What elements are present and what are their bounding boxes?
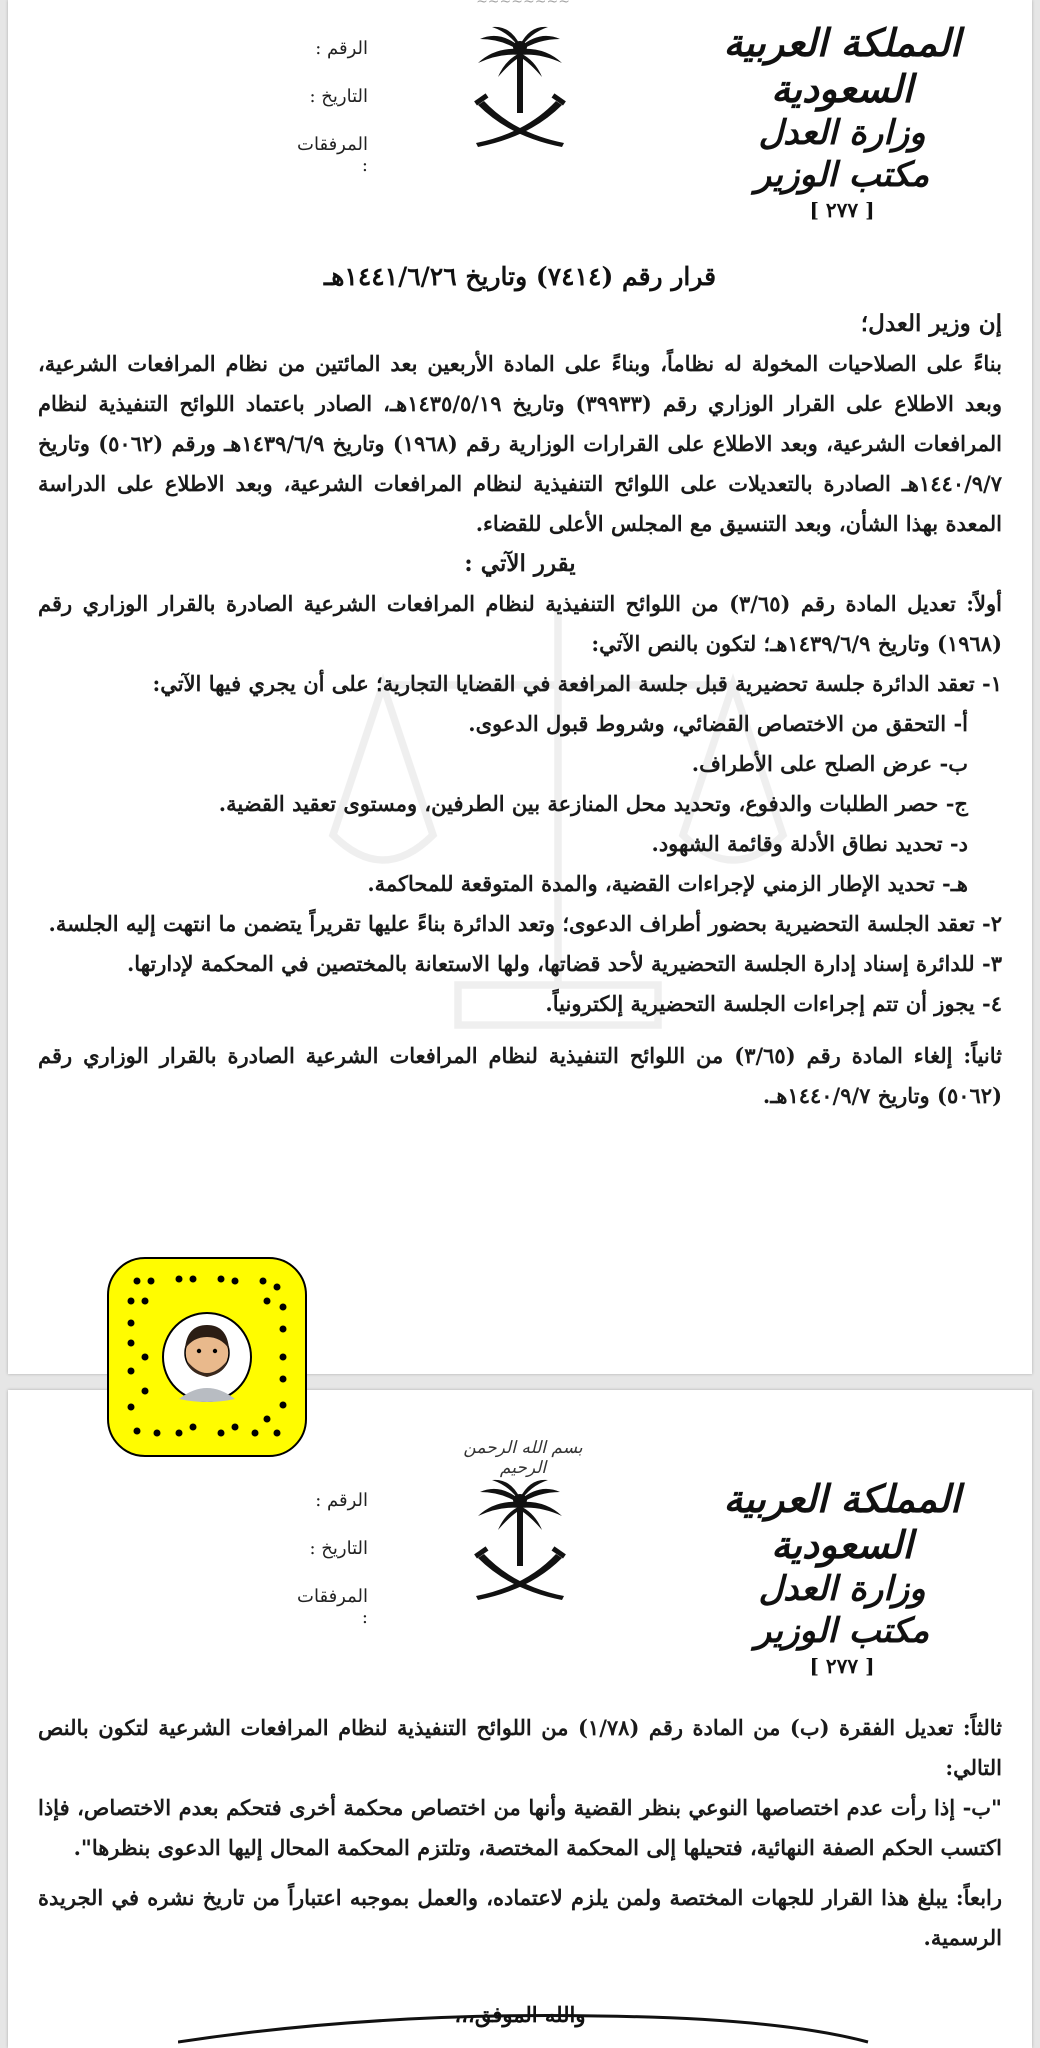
letterhead-organization-2: [682, 1476, 1002, 1680]
field-date-label: التاريخ :: [309, 1538, 368, 1559]
preamble-paragraph: بناءً على الصلاحيات المخولة له نظاماً، وبناءً على المادة الأربعين بعد المائتين من نظام المرافعات الشرعية، وبعد الاطلاع على القرار الوزاري رقم (٣٩٩٣٣) وتاريخ ١٤٣٥/٥/١٩هـ، الصادر باعتماد اللوائح التنفيذية لنظام المرافعات الشرعية، وبعد الاطلاع على القرارات الوزارية رقم (١٩٦٨) وتاريخ ١٤٣٩/٦/٩هـ ورقم (٥٠٦٢) وتاريخ ١٤٤٠/٩/٧هـ الصادرة بالتعديلات على اللوائح التنفيذية لنظام المرافعات الشرعية، وبعد الاطلاع على الدراسة المعدة بهذا الشأن، وبعد التنسيق مع المجلس الأعلى للقضاء.: [38, 351, 1002, 536]
sub-item-a: أ- التحقق من الاختصاص القضائي، وشروط قبول الدعوى.: [468, 711, 968, 736]
top-cropped-bismillah: ~~~~~~~~: [476, 0, 570, 10]
signature-stroke: [178, 2002, 878, 2048]
document-page-1: [8, 0, 1032, 1374]
article-first-text: تعديل المادة رقم (٣/٦٥) من اللوائح التنفيذية لنظام المرافعات الشرعية الصادرة بالقرار الوزاري رقم (١٩٦٨) وتاريخ ١٤٣٩/٦/٩هـ؛ لتكون بالنص الآتي:: [38, 591, 1002, 656]
field-date-label: التاريخ :: [309, 86, 368, 107]
office-name: مكتب الوزير: [754, 155, 930, 195]
decision-title: قرار رقم (٧٤١٤) وتاريخ ١٤٤١/٦/٢٦هـ: [323, 262, 717, 291]
field-number-label: الرقم :: [315, 1490, 368, 1511]
article-third-text: تعديل الفقرة (ب) من المادة رقم (١/٧٨) من اللوائح التنفيذية لنظام المرافعات الشرعية لتكون بالنص التالي:: [38, 1715, 1002, 1780]
office-name: مكتب الوزير: [754, 1611, 930, 1651]
palm-swords-emblem-icon: [470, 25, 570, 155]
article-fourth-text: يبلغ هذا القرار للجهات المختصة ولمن يلزم لاعتماده، والعمل بموجبه اعتباراً من تاريخ نشره في الجريدة الرسمية.: [38, 1885, 1002, 1950]
decides-heading: يقرر الآتي :: [464, 550, 576, 577]
snapcode-dots: [117, 1267, 297, 1447]
document-page-2: [8, 1390, 1032, 2048]
palm-swords-emblem-icon: [470, 1478, 570, 1608]
article-third-label: ثالثاً:: [962, 1715, 1003, 1740]
sub-item-d: د- تحديد نطاق الأدلة وقائمة الشهود.: [651, 831, 968, 856]
article-fourth: [38, 1878, 1002, 1958]
clause-4: ٤- يجوز أن تتم إجراءات الجلسة التحضيرية إلكترونياً.: [545, 991, 1002, 1016]
sub-item-e: هـ- تحديد الإطار الزمني لإجراءات القضية، والمدة المتوقعة للمحاكمة.: [367, 871, 968, 896]
letterhead-code: [ ٢٧٧ ]: [809, 1654, 875, 1678]
field-number-label: الرقم :: [315, 38, 368, 59]
closing-phrase: والله الموفق،،،: [454, 2002, 586, 2027]
article-first: [38, 584, 1002, 664]
clause-1: ١- تعقد الدائرة جلسة تحضيرية قبل جلسة المرافعة في القضايا التجارية؛ على أن يجري فيها الآتي:: [152, 671, 1002, 696]
kingdom-name: المملكة العربية السعودية: [723, 20, 961, 111]
field-attachments-label: المرفقات :: [297, 134, 368, 176]
bismillah: بسم الله الرحمن الرحيم: [463, 1438, 583, 1478]
letterhead-code: [ ٢٧٧ ]: [809, 198, 875, 222]
article-first-label: أولاً:: [966, 591, 1002, 616]
page1-body: [38, 304, 1002, 1116]
clause-3: ٣- للدائرة إسناد إدارة الجلسة التحضيرية لأحد قضاتها، ولها الاستعانة بالمختصين في المحكمة لإدارتها.: [127, 951, 1002, 976]
snapcode-icon[interactable]: [107, 1257, 307, 1457]
article-second-label: ثانياً:: [963, 1043, 1002, 1068]
letterhead-fields: [288, 38, 368, 182]
article-third-quote: "ب- إذا رأت عدم اختصاصها النوعي بنظر القضية وأنها من اختصاص محكمة أخرى فتحكم بعدم الاختصاص، فإذا اكتسب الحكم الصفة النهائية، فتحيلها إلى المحكمة المختصة، وتلتزم المحكمة المحال إليها الدعوى بنظرها".: [38, 1795, 1002, 1860]
kingdom-name: المملكة العربية السعودية: [723, 1476, 961, 1567]
ministry-name: وزارة العدل: [758, 1569, 926, 1609]
addressee: إن وزير العدل؛: [860, 310, 1002, 337]
field-attachments-label: المرفقات :: [297, 1586, 368, 1628]
clause-2: ٢- تعقد الجلسة التحضيرية بحضور أطراف الدعوى؛ وتعد الدائرة بناءً عليها تقريراً يتضمن ما انتهت إليه الجلسة.: [48, 911, 1002, 936]
article-second-text: إلغاء المادة رقم (٣/٦٥) من اللوائح التنفيذية لنظام المرافعات الشرعية الصادرة بالقرار الوزاري رقم (٥٠٦٢) وتاريخ ١٤٤٠/٩/٧هـ.: [38, 1043, 1002, 1108]
letterhead-organization: [682, 20, 1002, 224]
article-third: [38, 1708, 1002, 1788]
sub-item-c: ج- حصر الطلبات والدفوع، وتحديد محل المنازعة بين الطرفين، ومستوى تعقيد القضية.: [218, 791, 968, 816]
article-second: [38, 1036, 1002, 1116]
letterhead-fields-2: [288, 1490, 368, 1634]
article-fourth-label: رابعاً:: [955, 1885, 1003, 1910]
ministry-name: وزارة العدل: [758, 113, 926, 153]
sub-item-b: ب- عرض الصلح على الأطراف.: [691, 751, 968, 776]
page2-body: [38, 1708, 1002, 1958]
